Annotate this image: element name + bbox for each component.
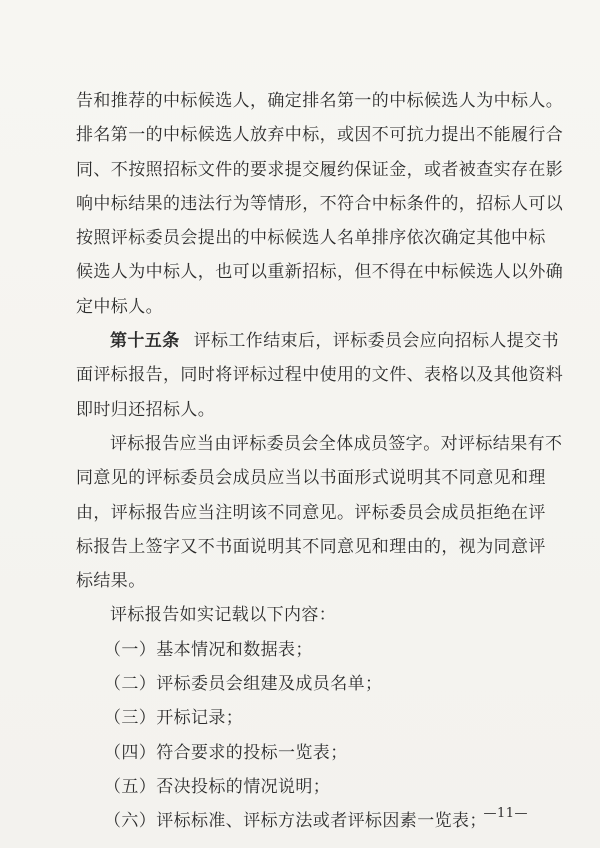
page-number: —11— [483, 806, 528, 821]
paragraph-first-line: 评标报告应当由评标委员会全体成员签字。对评标结果有不 [110, 433, 563, 454]
list-item: （三）开标记录； [104, 708, 244, 729]
article-heading: 第十五条 [110, 331, 180, 352]
text-line: 告和推荐的中标候选人，确定排名第一的中标候选人为中标人。 [76, 91, 564, 111]
text-line: 同意见的评标委员会成员应当以书面形式说明其不同意见和理 [76, 468, 546, 489]
text-line: 按照评标委员会提出的中标候选人名单排序依次确定其他中标 [76, 228, 546, 249]
list-item: （六）评标标准、评标方法或者评标因素一览表； [104, 811, 487, 832]
text-line: 定中标人。 [76, 296, 163, 317]
list-item: （四）符合要求的投标一览表； [104, 742, 348, 763]
text-line: 面评标报告，同时将评标过程中使用的文件、表格以及其他资料 [76, 365, 564, 386]
text-line: 即时归还招标人。 [76, 399, 216, 420]
text-line: 响中标结果的违法行为等情形，不符合中标条件的，招标人可以 [76, 193, 564, 214]
text-line: 标报告上签字又不书面说明其不同意见和理由的，视为同意评 [76, 536, 546, 557]
list-item: （五）否决投标的情况说明； [104, 776, 331, 797]
text-line: 候选人为中标人，也可以重新招标，但不得在中标候选人以外确 [76, 262, 564, 283]
list-item: （二）评标委员会组建及成员名单； [104, 674, 383, 695]
article-text: 评标工作结束后，评标委员会应向招标人提交书 [193, 331, 560, 352]
text-line: 由，评标报告应当注明该不同意见。评标委员会成员拒绝在评 [76, 502, 546, 523]
list-item: （一）基本情况和数据表； [104, 639, 313, 660]
text-line: 排名第一的中标候选人放弃中标，或因不可抗力提出不能履行合 [76, 125, 564, 146]
article-15-first-line [76, 324, 560, 358]
body-text [76, 84, 564, 839]
contents-intro: 评标报告如实记载以下内容： [110, 605, 337, 626]
text-line: 标结果。 [76, 571, 146, 592]
text-line: 同、不按照招标文件的要求提交履约保证金，或者被查实存在影 [76, 159, 564, 180]
